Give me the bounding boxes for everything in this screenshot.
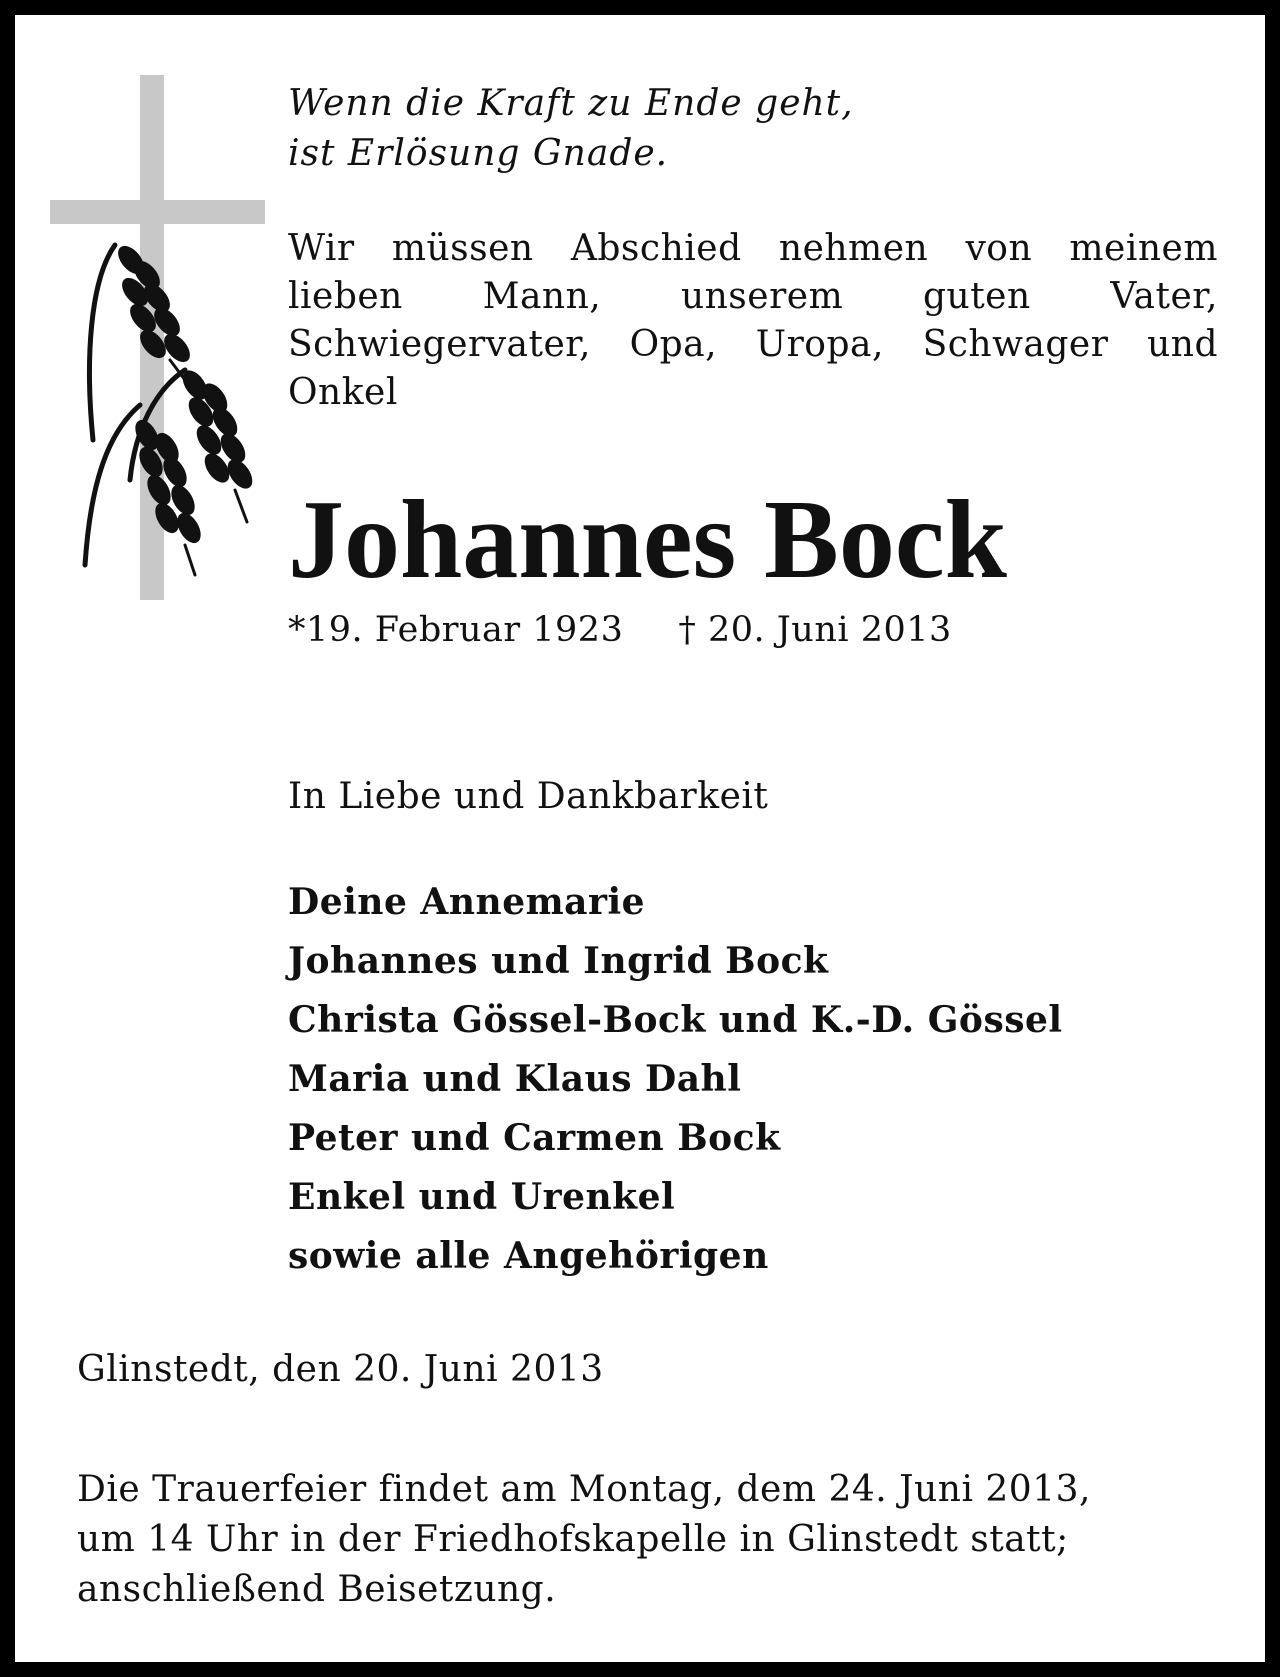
list-item: sowie alle Angehörigen bbox=[288, 1235, 769, 1277]
obituary-notice bbox=[15, 15, 1265, 1662]
service-info bbox=[77, 1465, 1217, 1615]
service-line-3: anschließend Beisetzung. bbox=[77, 1569, 557, 1610]
life-dates bbox=[288, 605, 1218, 655]
quote-line-1: Wenn die Kraft zu Ende geht, bbox=[288, 83, 854, 124]
cross-horizontal-bar bbox=[50, 200, 265, 224]
quote-line-2: ist Erlösung Gnade. bbox=[288, 133, 669, 174]
service-line-1: Die Trauerfeier findet am Montag, dem 24. Juni 2013, bbox=[77, 1469, 1091, 1510]
death-date: † 20. Juni 2013 bbox=[678, 610, 952, 650]
list-item: Deine Annemarie bbox=[288, 881, 646, 923]
intro-text: Wir müssen Abschied nehmen von meinem lieben Mann, unserem guten Vater, Schwiegervater, Opa, Uropa, Schwager und Onkel bbox=[288, 228, 1218, 413]
list-item: Enkel und Urenkel bbox=[288, 1176, 676, 1218]
deceased-name: Johannes Bock bbox=[288, 478, 1007, 602]
mourners-list bbox=[288, 873, 1218, 1286]
list-item: Christa Gössel-Bock und K.-D. Gössel bbox=[288, 999, 1063, 1041]
cross-with-wheat-icon bbox=[35, 60, 265, 640]
list-item: Maria und Klaus Dahl bbox=[288, 1058, 742, 1100]
wheat-icon bbox=[85, 242, 257, 575]
thanks-line: In Liebe und Dankbarkeit bbox=[288, 776, 769, 817]
list-item: Johannes und Ingrid Bock bbox=[288, 940, 829, 982]
memorial-quote bbox=[288, 79, 1218, 179]
birth-date: *19. Februar 1923 bbox=[288, 610, 624, 650]
list-item: Peter und Carmen Bock bbox=[288, 1117, 781, 1159]
place-date: Glinstedt, den 20. Juni 2013 bbox=[77, 1349, 604, 1390]
service-line-2: um 14 Uhr in der Friedhofskapelle in Glinstedt statt; bbox=[77, 1519, 1069, 1560]
